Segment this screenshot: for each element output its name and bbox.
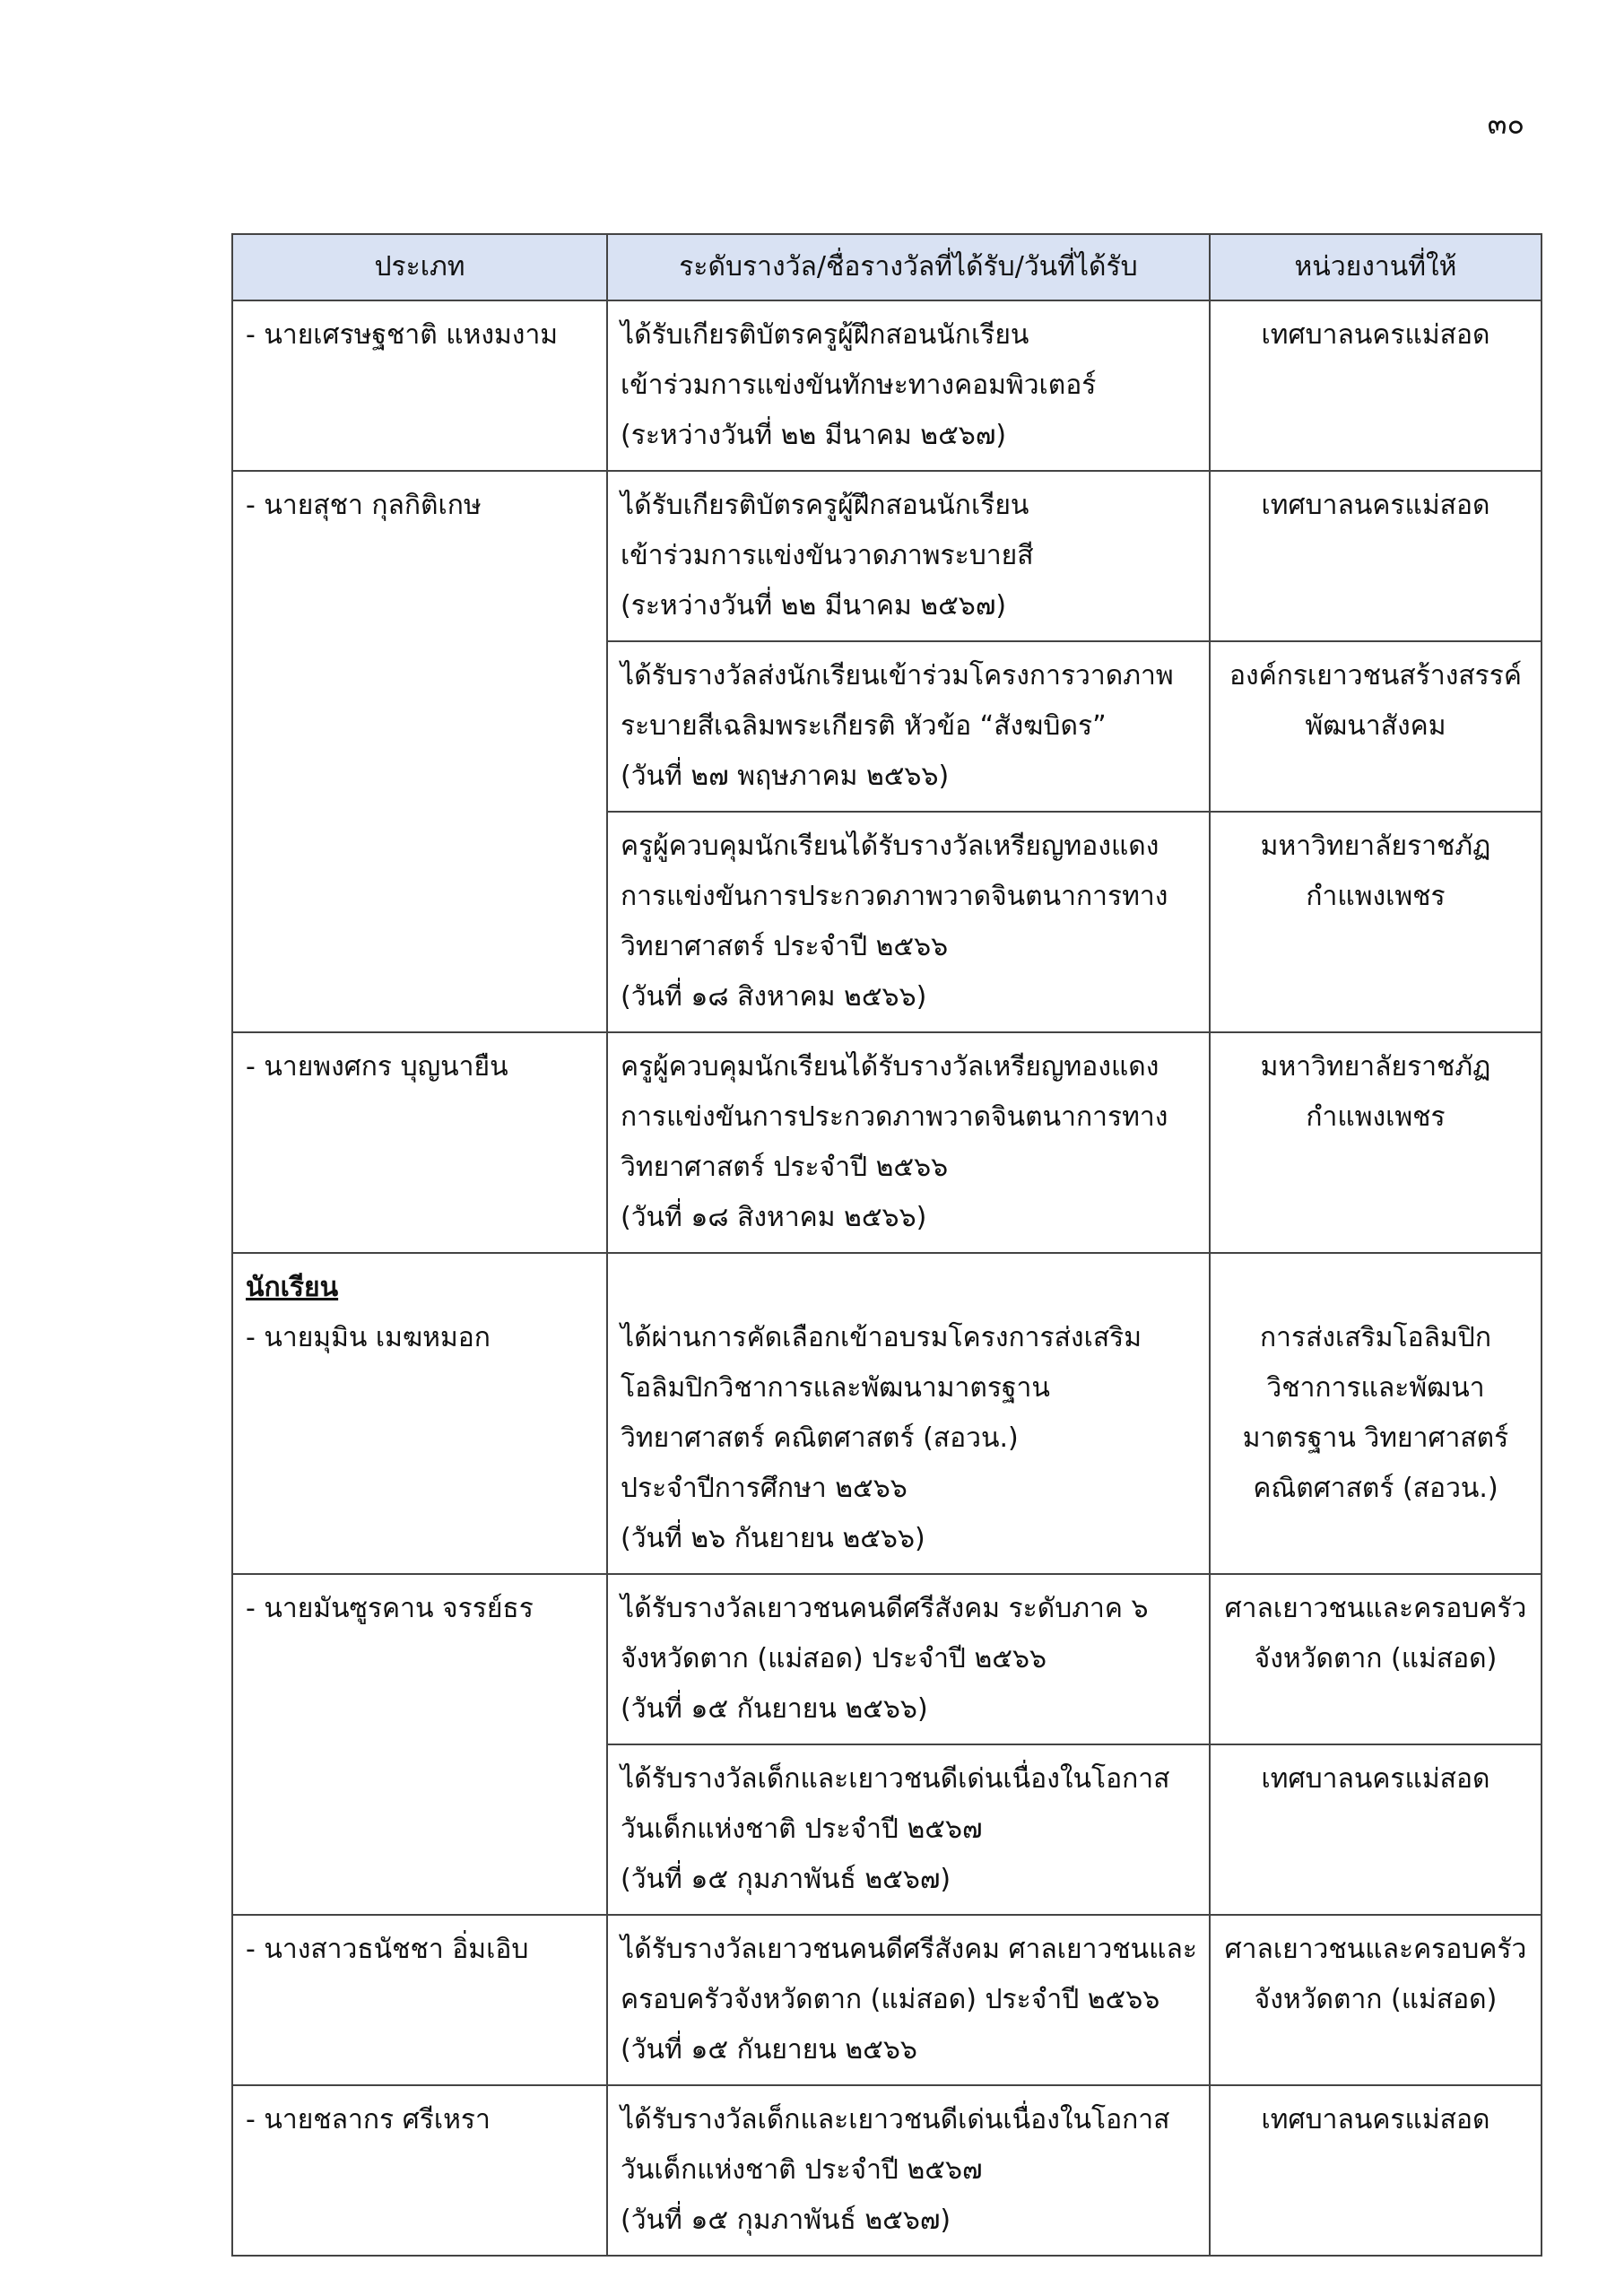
award-line: เข้าร่วมการแข่งขันทักษะทางคอมพิวเตอร์ [621,370,1097,401]
agency-line: เทศบาลนครแม่สอด [1261,319,1490,351]
award-line: จังหวัดตาก (แม่สอด) ประจำปี ๒๕๖๖ [621,1643,1047,1674]
award-line: ได้รับรางวัลเด็กและเยาวชนดีเด่นเนื่องในโอกาส [621,2104,1170,2135]
person-name: - นางสาวธนัชชา อิ่มเอิบ [246,1934,529,1965]
agency-line: จังหวัดตาก (แม่สอด) [1254,1984,1498,2015]
award-line: วันเด็กแห่งชาติ ประจำปี ๒๕๖๗ [621,2154,983,2186]
award-line: (วันที่ ๒๗ พฤษภาคม ๒๕๖๖) [621,761,950,792]
award-line: ได้รับเกียรติบัตรครูผู้ฝึกสอนนักเรียน [621,490,1029,521]
award-cell [607,1915,1210,2085]
agency-cell [1210,2085,1541,2256]
agency-line: กำแพงเพชร [1306,1101,1446,1133]
agency-line: คณิตศาสตร์ (สอวน.) [1253,1473,1498,1504]
person-name: - นายพงศกร บุญนายืน [246,1051,508,1083]
header-agency: หน่วยงานที่ให้ [1210,234,1541,300]
agency-cell [1210,1032,1541,1253]
award-line [621,1263,1196,1313]
agency-cell [1210,300,1541,471]
award-cell [607,1032,1210,1253]
agency-line [1223,1263,1528,1313]
agency-line: พัฒนาสังคม [1305,710,1446,742]
award-line: ได้รับรางวัลเยาวชนคนดีศรีสังคม ระดับภาค ๖ [621,1593,1149,1624]
person-cell [232,2085,607,2256]
agency-cell [1210,1574,1541,1744]
table-row [232,471,1541,641]
agency-line: ศาลเยาวชนและครอบครัว [1224,1934,1527,1965]
person-cell [232,1253,607,1574]
agency-line: กำแพงเพชร [1306,881,1446,912]
agency-cell [1210,1915,1541,2085]
award-cell [607,1744,1210,1915]
award-line: (วันที่ ๑๕ กันยายน ๒๕๖๖) [621,1693,928,1725]
table-row [232,300,1541,471]
agency-line: มหาวิทยาลัยราชภัฏ [1260,1051,1491,1083]
award-line: ครอบครัวจังหวัดตาก (แม่สอด) ประจำปี ๒๕๖๖ [621,1984,1160,2015]
agency-line: วิชาการและพัฒนา [1266,1372,1485,1404]
award-line: ได้ผ่านการคัดเลือกเข้าอบรมโครงการส่งเสริม [621,1322,1142,1353]
page-number: ๓๐ [1487,107,1524,141]
award-line: ประจำปีการศึกษา ๒๕๖๖ [621,1473,908,1504]
person-name: - นายมุมิน เมฆหมอก [246,1322,491,1353]
award-line: (วันที่ ๒๖ กันยายน ๒๕๖๖) [621,1523,925,1554]
table-row [232,2085,1541,2256]
award-line: (วันที่ ๑๕ กุมภาพันธ์ ๒๕๖๗) [621,1864,951,1895]
agency-line: เทศบาลนครแม่สอด [1261,1763,1490,1795]
awards-table [231,233,1542,2257]
award-line: ได้รับรางวัลส่งนักเรียนเข้าร่วมโครงการวาดภาพ [621,660,1174,691]
award-line: (วันที่ ๑๕ กุมภาพันธ์ ๒๕๖๗) [621,2205,951,2236]
person-cell [232,1032,607,1253]
person-cell [232,471,607,1032]
agency-cell [1210,641,1541,812]
award-line: โอลิมปิกวิชาการและพัฒนามาตรฐาน [621,1372,1050,1404]
person-name: - นายชลากร ศรีเหรา [246,2104,491,2135]
award-line: วิทยาศาสตร์ ประจำปี ๒๕๖๖ [621,1152,949,1183]
award-line: ครูผู้ควบคุมนักเรียนได้รับรางวัลเหรียญทองแดง [621,831,1159,862]
agency-line: ศาลเยาวชนและครอบครัว [1224,1593,1527,1624]
award-cell [607,300,1210,471]
section-heading-students: นักเรียน [246,1272,339,1303]
award-cell [607,812,1210,1032]
agency-line: มาตรฐาน วิทยาศาสตร์ [1242,1422,1509,1454]
agency-line: การส่งเสริมโอลิมปิก [1259,1322,1492,1353]
table-row [232,1032,1541,1253]
agency-line: องค์กรเยาวชนสร้างสรรค์ [1229,660,1522,691]
agency-line: จังหวัดตาก (แม่สอด) [1254,1643,1498,1674]
person-cell [232,300,607,471]
award-cell [607,641,1210,812]
header-type: ประเภท [232,234,607,300]
award-line: ได้รับเกียรติบัตรครูผู้ฝึกสอนนักเรียน [621,319,1029,351]
award-line: ระบายสีเฉลิมพระเกียรติ หัวข้อ “สังฆบิดร” [621,710,1107,742]
award-line: การแข่งขันการประกวดภาพวาดจินตนาการทาง [621,881,1168,912]
person-name: - นายเศรษฐชาติ แหงมงาม [246,319,559,351]
table-header-row [232,234,1541,300]
award-line: (ระหว่างวันที่ ๒๒ มีนาคม ๒๕๖๗) [621,420,1007,451]
award-line: ครูผู้ควบคุมนักเรียนได้รับรางวัลเหรียญทองแดง [621,1051,1159,1083]
award-line: (ระหว่างวันที่ ๒๒ มีนาคม ๒๕๖๗) [621,590,1007,622]
award-line: (วันที่ ๑๘ สิงหาคม ๒๕๖๖) [621,981,927,1013]
award-line: การแข่งขันการประกวดภาพวาดจินตนาการทาง [621,1101,1168,1133]
award-line: วันเด็กแห่งชาติ ประจำปี ๒๕๖๗ [621,1813,983,1845]
award-line: (วันที่ ๑๘ สิงหาคม ๒๕๖๖) [621,1202,927,1233]
award-cell [607,2085,1210,2256]
person-cell [232,1915,607,2085]
table-row [232,1253,1541,1574]
agency-cell [1210,1744,1541,1915]
award-cell [607,1253,1210,1574]
award-line: วิทยาศาสตร์ คณิตศาสตร์ (สอวน.) [621,1422,1019,1454]
award-cell [607,1574,1210,1744]
agency-line: เทศบาลนครแม่สอด [1261,2104,1490,2135]
award-line: (วันที่ ๑๕ กันยายน ๒๕๖๖ [621,2034,917,2066]
award-line: ได้รับรางวัลเด็กและเยาวชนดีเด่นเนื่องในโอกาส [621,1763,1170,1795]
agency-cell [1210,471,1541,641]
agency-line: มหาวิทยาลัยราชภัฏ [1260,831,1491,862]
person-cell [232,1574,607,1915]
person-name: - นายมันซูรคาน จรรย์ธร [246,1593,534,1624]
agency-cell [1210,812,1541,1032]
award-line: วิทยาศาสตร์ ประจำปี ๒๕๖๖ [621,931,949,962]
header-award: ระดับรางวัล/ชื่อรางวัลที่ได้รับ/วันที่ได้รับ [607,234,1210,300]
award-line: ได้รับรางวัลเยาวชนคนดีศรีสังคม ศาลเยาวชนและ [621,1934,1198,1965]
agency-line: เทศบาลนครแม่สอด [1261,490,1490,521]
agency-cell [1210,1253,1541,1574]
award-line: เข้าร่วมการแข่งขันวาดภาพระบายสี [621,540,1034,571]
person-name: - นายสุชา กุลกิติเกษ [246,490,482,521]
table-row [232,1574,1541,1744]
table-row [232,1915,1541,2085]
award-cell [607,471,1210,641]
